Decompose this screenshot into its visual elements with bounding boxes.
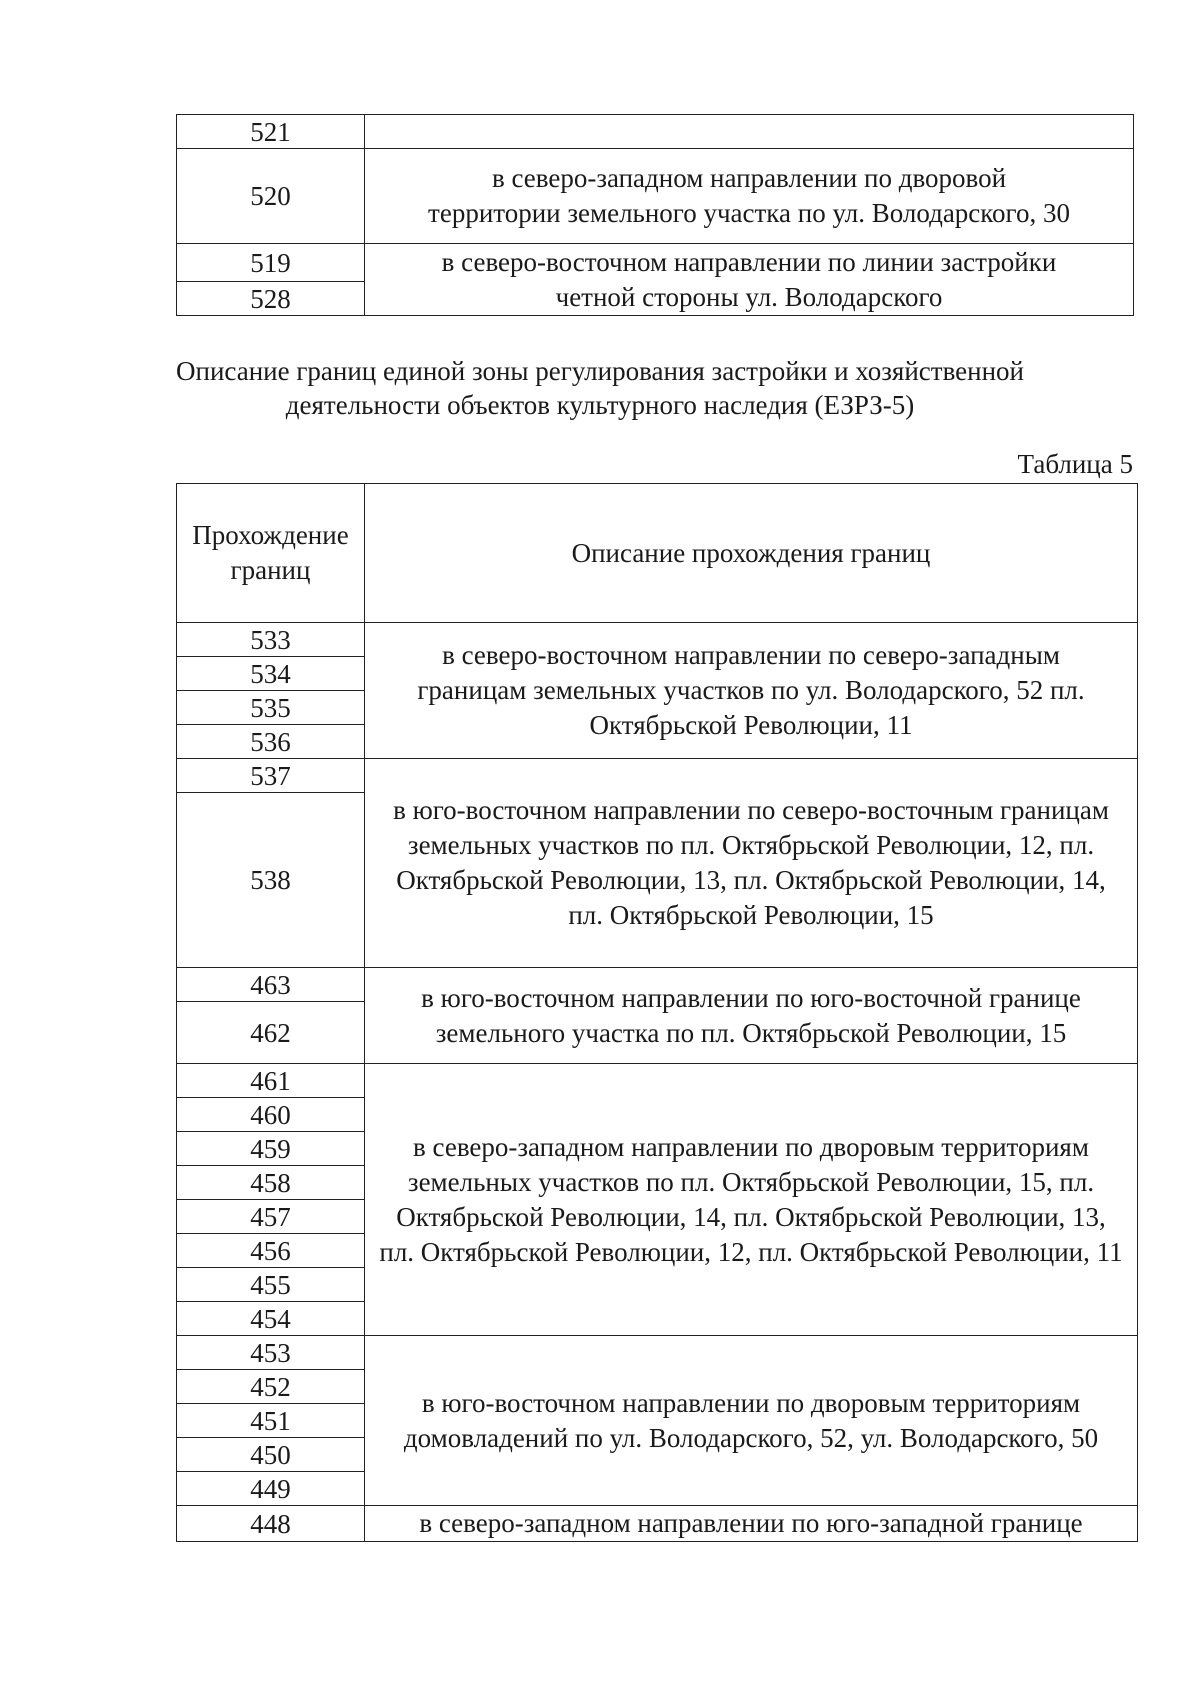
point-number: 459	[177, 1132, 365, 1166]
boundary-description: в северо-восточном направлении по линии застройки четной стороны ул. Володарского	[365, 244, 1134, 316]
column-header-points: Прохождение границ	[177, 484, 365, 623]
point-number: 535	[177, 691, 365, 725]
column-header-description: Описание прохождения границ	[365, 484, 1138, 623]
table-label: Таблица 5	[1017, 449, 1133, 479]
point-number: 456	[177, 1234, 365, 1268]
boundary-description: в юго-восточном направлении по юго-восточной границе земельного участка по пл. Октябрьской Революции, 15	[365, 968, 1138, 1064]
boundary-description: в северо-западном направлении по дворовым территориям земельных участков по пл. Октябрьской Революции, 15, пл. Октябрьской Революции, 14, пл. Октябрьской Революции, 13, пл. Октябрьской Революции, 12, пл. Октябрьской Революции, 11	[365, 1064, 1138, 1336]
point-number: 449	[177, 1472, 365, 1506]
point-number: 519	[177, 244, 365, 282]
point-number: 448	[177, 1506, 365, 1542]
point-number: 451	[177, 1404, 365, 1438]
point-number: 457	[177, 1200, 365, 1234]
point-number: 534	[177, 657, 365, 691]
point-number: 528	[177, 282, 365, 316]
point-number: 521	[177, 115, 365, 149]
boundary-description: в северо-восточном направлении по северо-западным границам земельных участков по ул. Володарского, 52 пл. Октябрьской Революции, 11	[365, 623, 1138, 759]
boundary-description: в северо-западном направлении по дворовой территории земельного участка по ул. Володарского, 30	[365, 149, 1134, 244]
point-number: 453	[177, 1336, 365, 1370]
point-number: 460	[177, 1098, 365, 1132]
point-number: 461	[177, 1064, 365, 1098]
boundary-table-5	[176, 483, 1138, 1542]
point-number: 454	[177, 1302, 365, 1336]
point-number: 520	[177, 149, 365, 244]
section-title: Описание границ единой зоны регулирования застройки и хозяйственной деятельности объектов культурного наследия (ЕЗРЗ-5)	[176, 356, 1024, 420]
table-header-row	[177, 484, 1138, 623]
point-number: 538	[177, 793, 365, 968]
point-number: 536	[177, 725, 365, 759]
point-number: 533	[177, 623, 365, 657]
point-number: 463	[177, 968, 365, 1002]
point-number: 458	[177, 1166, 365, 1200]
boundary-description	[365, 115, 1134, 149]
point-number: 537	[177, 759, 365, 793]
previous-table-continuation	[176, 114, 1134, 316]
point-number: 455	[177, 1268, 365, 1302]
point-number: 452	[177, 1370, 365, 1404]
point-number: 462	[177, 1002, 365, 1064]
boundary-description: в юго-восточном направлении по дворовым территориям домовладений по ул. Володарского, 52, ул. Володарского, 50	[365, 1336, 1138, 1506]
point-number: 450	[177, 1438, 365, 1472]
boundary-description: в юго-восточном направлении по северо-восточным границам земельных участков по пл. Октябрьской Революции, 12, пл. Октябрьской Революции, 13, пл. Октябрьской Революции, 14, пл. Октябрьской Революции, 15	[365, 759, 1138, 968]
boundary-description: в северо-западном направлении по юго-западной границе	[365, 1506, 1138, 1542]
